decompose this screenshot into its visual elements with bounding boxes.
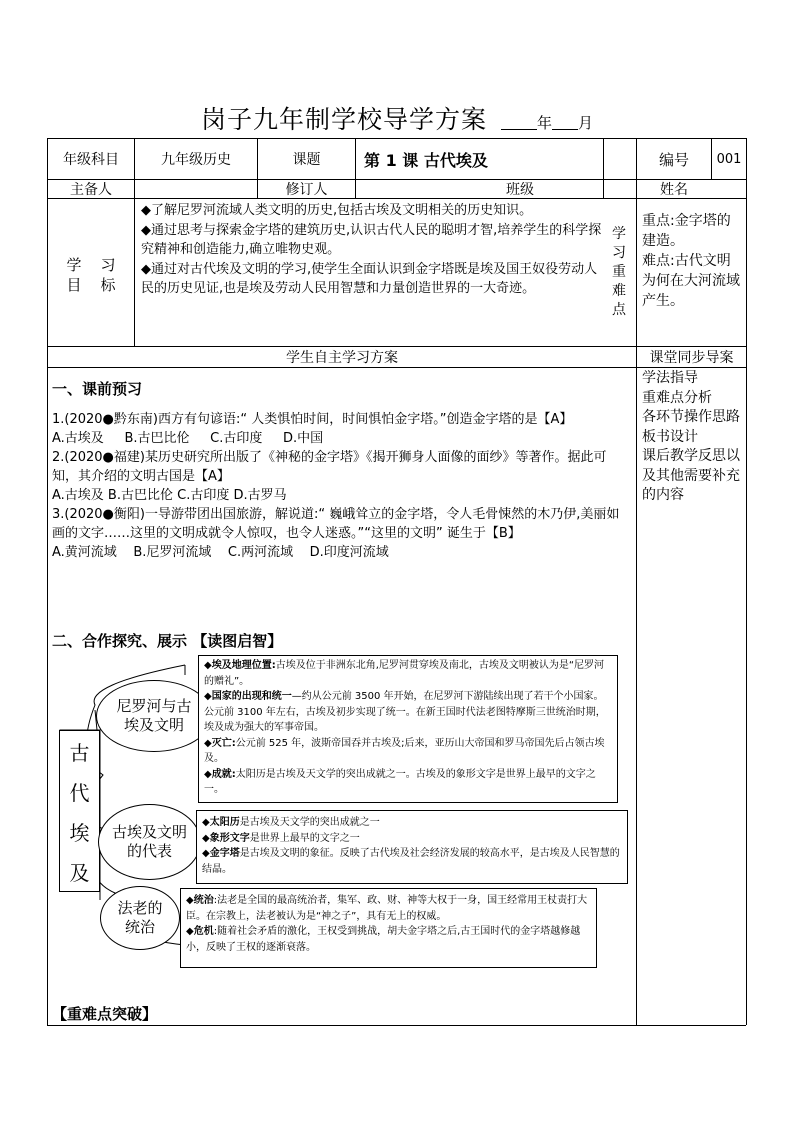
date-field [501, 114, 593, 132]
preview-questions [52, 410, 632, 562]
class-plan-header: 课堂同步导案 [649, 350, 734, 366]
question-3: 3.(2020●衡阳)一导游带团出国旅游，解说道:“ 巍峨耸立的金字塔，令人毛骨悚然的木乃伊,美丽如画的文字……这里的文明成就令人惊叹，也令人迷惑。”“这里的文明” 诞生于【B】 [52, 507, 620, 541]
objectives-list [141, 201, 603, 299]
center-char: 古 [69, 740, 90, 765]
note-analysis: 重难点分析 [642, 389, 712, 406]
grade-subject-label: 年级科目 [63, 152, 119, 168]
key-points [642, 211, 744, 311]
year-blank [501, 113, 537, 130]
box2-item: ◆太阳历是古埃及天文学的突出成就之一 [202, 817, 380, 828]
box2-item: ◆金字塔是古埃及文明的象征。反映了古代埃及社会经济发展的较高水平，是古埃及人民智慧的结晶。 [202, 848, 620, 875]
question-2: 2.(2020●福建)某历史研究所出版了《神秘的金字塔》《揭开狮身人面像的面纱》等著作。据此可知，其介绍的文明古国是【A】 [52, 450, 607, 484]
note-board: 板书设计 [642, 428, 698, 445]
month-blank [552, 113, 578, 130]
reviser-label: 修订人 [285, 182, 328, 198]
center-char: 及 [69, 860, 90, 885]
objective-item: ◆通过对古代埃及文明的学习,使学生全面认识到金字塔既是埃及国王奴役劳动人民的历史见证,也是埃及劳动人民用智慧和力量创造世界的一大奇迹。 [141, 261, 598, 296]
key-points-label: 学习重难点 [612, 226, 626, 318]
box1-item: ◆成就:太阳历是古埃及天文学的突出成就之一。古埃及的象形文字是世界上最早的文字之一。 [204, 768, 596, 795]
school-plan-title: 岗子九年制学校导学方案 [200, 105, 487, 134]
student-plan-header: 学生自主学习方案 [286, 350, 398, 366]
question-3-options: A.黄河流域 B.尼罗河流域 C.两河流域 D.印度河流域 [52, 545, 389, 560]
name-label: 姓名 [660, 182, 688, 198]
grade-subject-value: 九年级历史 [161, 152, 231, 168]
difficult-point-text: 难点:古代文明为何在大河流域产生。 [642, 253, 740, 309]
explore-heading: 二、合作探究、展示 【读图启智】 [52, 632, 283, 650]
box1-item: ◆灭亡:公元前 525 年，波斯帝国吞并古埃及;后来，亚历山大帝国和罗马帝国先后占领古埃及。 [204, 737, 605, 764]
box-nile-details [198, 655, 618, 803]
box1-item: ◆埃及地理位置:古埃及位于非洲东北角,尼罗河贯穿埃及南北，古埃及文明被认为是“尼罗河的赠礼”。 [204, 660, 605, 687]
preview-heading: 一、课前预习 [52, 380, 143, 398]
number-value: 001 [716, 151, 742, 167]
lesson-title: 第 1 课 古代埃及 [364, 150, 488, 170]
class-label: 班级 [506, 182, 534, 198]
objective-item: ◆通过思考与探索金字塔的建筑历史,认识古代人民的聪明才智,培养学生的科学探究精神和创造能力,确立唯物史观。 [141, 222, 602, 257]
box1-item: ◆国家的出现和统一—约从公元前 3500 年开始，在尼罗河下游陆续出现了若干个小国家。公元前 3100 年左右，古埃及初步实现了统一。在新王国时代法老图特摩斯三世统治时期，埃及成为强大的军事帝国。 [204, 691, 606, 733]
note-reflection: 课后教学反思以及其他需要补充的内容 [642, 448, 740, 503]
oval-nile: 尼罗河与古埃及文明 [96, 680, 212, 752]
preparer-label: 主备人 [70, 182, 112, 198]
box-representatives [196, 810, 628, 884]
key-point-text: 重点:金字塔的建造。 [642, 213, 731, 249]
box3-item: ◆危机:随着社会矛盾的激化，王权受到挑战，胡夫金字塔之后,古王国时代的金字塔越修越小，反映了王权的逐渐衰落。 [186, 926, 581, 953]
objective-item: ◆了解尼罗河流域人类文明的历史,包括古埃及文明相关的历史知识。 [141, 203, 533, 218]
box2-item: ◆象形文字是世界上最早的文字之一 [202, 832, 360, 844]
oval-representatives: 古埃及文明的代表 [98, 804, 201, 880]
lesson-label: 课题 [292, 152, 321, 168]
box3-item: ◆统治:法老是全国的最高统治者，集军、政、财、神等大权于一身，国王经常用王杖责打大臣。在宗教上，法老被认为是“神之子”，具有无上的权威。 [186, 895, 588, 922]
question-1: 1.(2020●黔东南)西方有句谚语:“ 人类惧怕时间，时间惧怕金字塔。”创造金字塔的是【A】 [52, 412, 573, 427]
page-title [0, 100, 794, 136]
month-label: 月 [578, 114, 594, 132]
note-steps: 各环节操作思路 [642, 409, 740, 425]
question-1-options: A.古埃及 B.古巴比伦 C.古印度 D.中国 [52, 431, 324, 446]
center-char: 代 [69, 780, 90, 805]
center-box [59, 730, 100, 892]
box-pharaoh-rule [180, 888, 597, 968]
oval-pharaoh: 法老的统治 [100, 886, 180, 950]
sidebar-notes [642, 369, 742, 506]
breakthrough-heading: 【重难点突破】 [52, 1005, 158, 1023]
number-label: 编号 [658, 150, 689, 169]
objectives-label: 学 习 目 标 [66, 256, 116, 294]
question-2-options: A.古埃及 B.古巴比伦 C.古印度 D.古罗马 [52, 488, 287, 503]
year-label: 年 [536, 114, 552, 132]
center-char: 埃 [69, 820, 90, 845]
note-method: 学法指导 [642, 370, 698, 386]
